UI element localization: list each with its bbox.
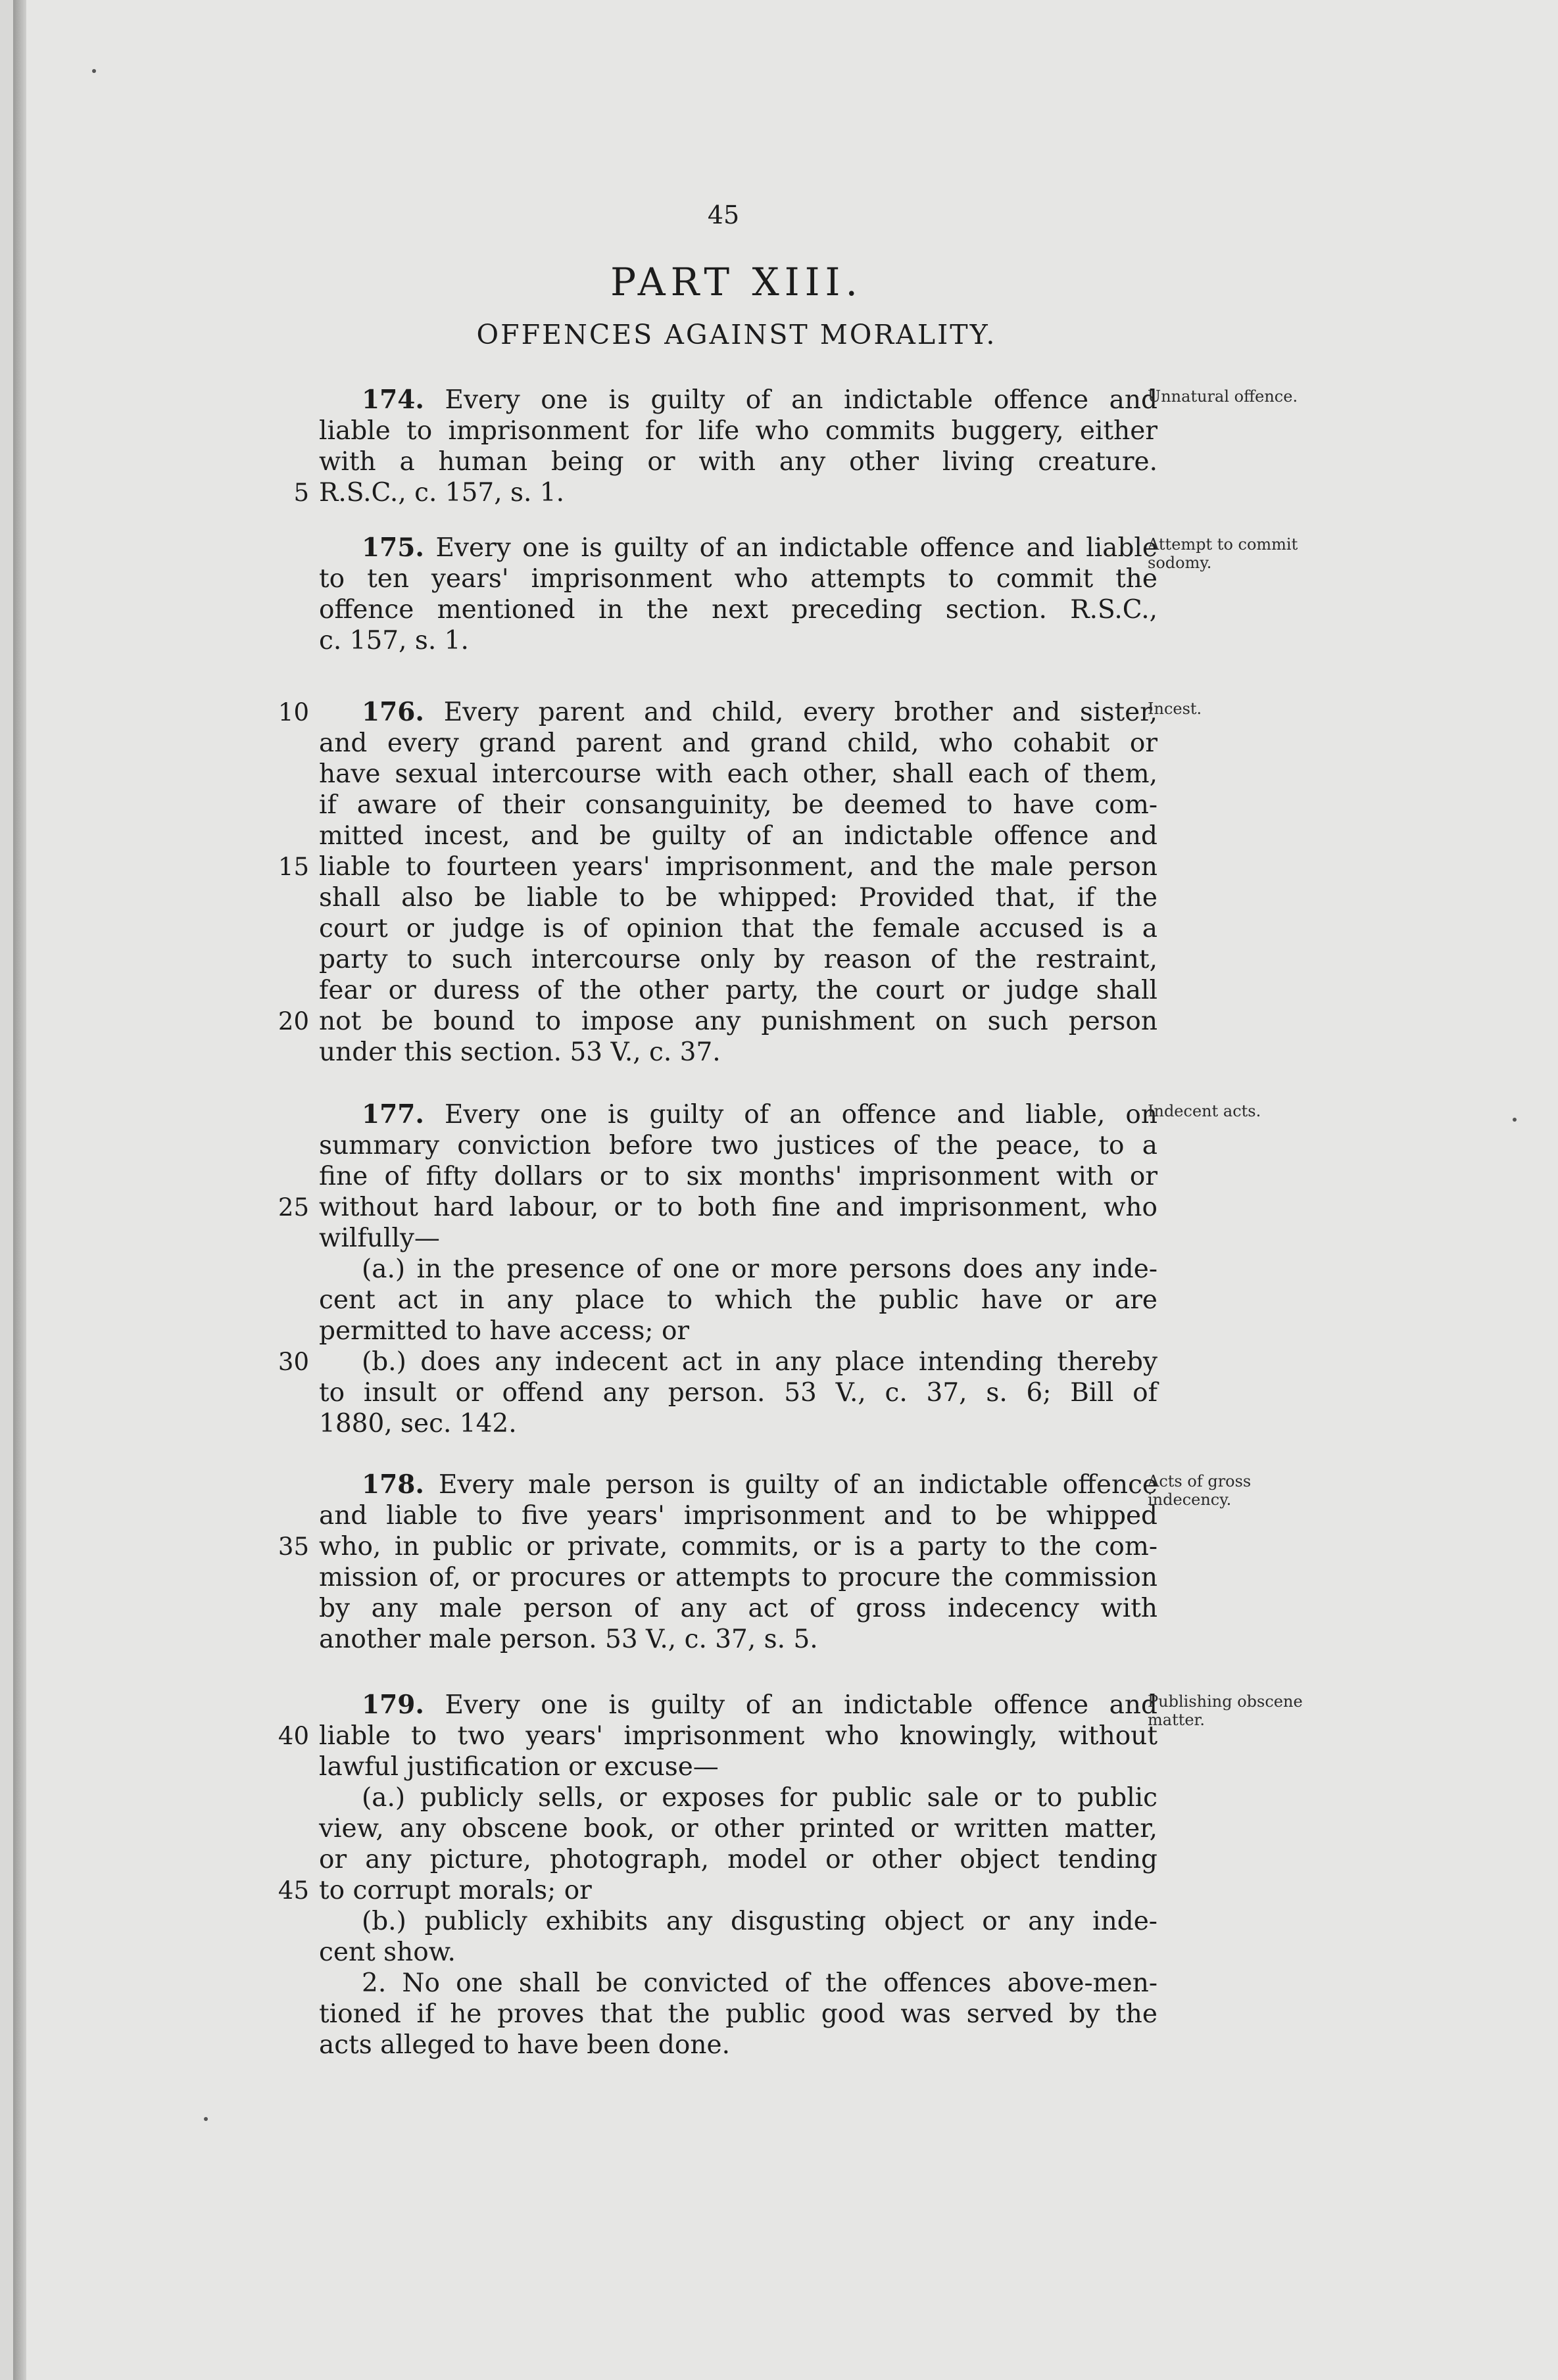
line-number: 10 [278,698,309,726]
text-line [263,1721,1157,1751]
section-175 [263,533,1157,656]
line-text: under this section. 53 V., c. 37. [319,1037,721,1067]
line-text: if aware of their consanguinity, be deemed to have com- [319,790,1157,820]
line-text: shall also be liable to be whipped: Provided that, if the [319,883,1157,913]
line-text: cent act in any place to which the public have or are [319,1285,1157,1315]
line-text: liable to imprisonment for life who commits buggery, either [319,416,1157,446]
text-line [263,759,1157,790]
section-177 [263,1099,1157,1439]
line-text: 175. Every one is guilty of an indictable offence and liable [362,533,1157,563]
line-text: who, in public or private, commits, or is a party to the com- [319,1532,1157,1561]
line-text: (b.) publicly exhibits any disgusting object or any inde- [362,1907,1157,1936]
line-text: liable to two years' imprisonment who knowingly, without [319,1721,1157,1751]
paper-speck [1513,1118,1517,1122]
text-line [263,1254,1157,1285]
line-text: court or judge is of opinion that the female accused is a [319,914,1157,943]
page-number: 45 [707,201,740,229]
line-text: R.S.C., c. 157, s. 1. [319,478,565,508]
line-text: (a.) in the presence of one or more persons does any inde- [362,1254,1157,1284]
text-line [263,1813,1157,1844]
text-line [263,416,1157,446]
text-line [263,1346,1157,1377]
margin-note-178: Acts of gross indecency. [1148,1472,1252,1509]
text-line [263,1999,1157,2030]
line-text: acts alleged to have been done. [319,2030,730,2060]
line-text: to insult or offend any person. 53 V., c. 37, s. 6; Bill of [319,1378,1157,1408]
section-178 [263,1469,1157,1655]
text-line [263,533,1157,563]
line-text: to corrupt morals; or [319,1876,592,1905]
text-line [263,1099,1157,1130]
text-line [263,1968,1157,1999]
line-text: 176. Every parent and child, every brother and sister, [362,697,1157,727]
part-title: PART XIII. [610,260,863,304]
section-number: 179. [362,1690,424,1720]
paper-speck [204,2117,208,2121]
line-number: 20 [278,1007,309,1035]
line-text: by any male person of any act of gross indecency with [319,1594,1157,1623]
text-line [263,1906,1157,1937]
text-line [263,1751,1157,1782]
text-line [263,1192,1157,1223]
line-text: 1880, sec. 142. [319,1409,517,1439]
text-line [263,1130,1157,1161]
line-number: 40 [278,1722,309,1750]
line-text: 178. Every male person is guilty of an indictable offence [362,1469,1157,1500]
line-number: 15 [278,853,309,881]
text-line [263,1006,1157,1037]
line-text: cent show. [319,1938,456,1967]
section-number: 175. [362,533,424,563]
line-text: with a human being or with any other living creature. [319,447,1157,477]
text-line [263,1469,1157,1500]
line-number: 45 [278,1876,309,1905]
text-line [263,385,1157,416]
text-line [263,728,1157,759]
margin-note-175: Attempt to commit sodomy. [1148,535,1298,572]
text-line [263,975,1157,1006]
text-line [263,1285,1157,1316]
line-number: 35 [278,1533,309,1561]
line-text: c. 157, s. 1. [319,626,469,655]
margin-note-174: Unnatural offence. [1148,387,1298,406]
document-page [13,0,1558,2380]
line-text: and every grand parent and grand child, who cohabit or [319,728,1157,758]
line-number: 25 [278,1193,309,1222]
section-number: 176. [362,697,424,727]
section-number: 174. [362,385,424,415]
text-line [263,1531,1157,1562]
line-text: summary conviction before two justices of the peace, to a [319,1131,1157,1160]
line-text: (b.) does any indecent act in any place intending thereby [362,1347,1157,1377]
text-line [263,1562,1157,1593]
section-179 [263,1690,1157,2060]
margin-note-176: Incest. [1148,700,1202,718]
line-text: fine of fifty dollars or to six months' imprisonment with or [319,1162,1157,1191]
text-line [263,1844,1157,1875]
text-line [263,1875,1157,1906]
line-text: 177. Every one is guilty of an offence and liable, on [362,1099,1157,1130]
text-line [263,697,1157,728]
text-line [263,1937,1157,1968]
text-line [263,1037,1157,1068]
text-line [263,821,1157,851]
text-line [263,1593,1157,1624]
text-line [263,446,1157,477]
text-line [263,1377,1157,1408]
text-line [263,563,1157,594]
line-text: view, any obscene book, or other printed or written matter, [319,1814,1157,1844]
line-text: another male person. 53 V., c. 37, s. 5. [319,1625,818,1654]
text-line [263,2030,1157,2060]
text-line [263,1690,1157,1721]
line-text: lawful justification or excuse— [319,1752,719,1782]
text-line [263,882,1157,913]
line-text: mitted incest, and be guilty of an indictable offence and [319,821,1157,851]
line-text: fear or duress of the other party, the court or judge shall [319,976,1157,1005]
text-line [263,1782,1157,1813]
line-text: 179. Every one is guilty of an indictable offence and [362,1690,1157,1720]
section-number: 177. [362,1099,424,1130]
text-line [263,477,1157,508]
line-text: 174. Every one is guilty of an indictable offence and [362,385,1157,415]
section-number: 178. [362,1469,424,1500]
text-line [263,1316,1157,1346]
line-text: and liable to five years' imprisonment and to be whipped [319,1501,1157,1531]
section-174 [263,385,1157,508]
text-line [263,851,1157,882]
text-line [263,1624,1157,1655]
margin-note-177: Indecent acts. [1148,1102,1261,1120]
line-text: permitted to have access; or [319,1316,690,1346]
part-subtitle: OFFENCES AGAINST MORALITY. [476,319,997,350]
line-text: not be bound to impose any punishment on such person [319,1007,1157,1036]
text-line [263,1161,1157,1192]
text-line [263,1500,1157,1531]
line-text: liable to fourteen years' imprisonment, and the male person [319,852,1157,882]
line-text: party to such intercourse only by reason of the restraint, [319,945,1157,974]
text-line [263,913,1157,944]
text-line [263,1223,1157,1254]
text-line [263,625,1157,656]
text-line [263,594,1157,625]
line-text: without hard labour, or to both fine and imprisonment, who [319,1193,1157,1222]
line-text: offence mentioned in the next preceding section. R.S.C., [319,595,1157,625]
line-text: tioned if he proves that the public good was served by the [319,1999,1157,2029]
text-line [263,1408,1157,1439]
line-text: or any picture, photograph, model or other object tending [319,1845,1157,1874]
page-edge-shadow [13,0,26,2380]
text-line [263,790,1157,821]
line-number: 5 [293,479,309,507]
line-text: to ten years' imprisonment who attempts to commit the [319,564,1157,594]
line-number: 30 [278,1348,309,1376]
line-text: mission of, or procures or attempts to procure the commission [319,1563,1157,1592]
line-text: wilfully— [319,1224,440,1253]
text-line [263,944,1157,975]
section-176 [263,697,1157,1068]
margin-note-179: Publishing obscene matter. [1148,1692,1303,1729]
line-text: 2. No one shall be convicted of the offences above-men- [362,1968,1157,1998]
line-text: have sexual intercourse with each other, shall each of them, [319,759,1157,789]
line-text: (a.) publicly sells, or exposes for public sale or to public [362,1783,1157,1813]
paper-speck [92,69,96,73]
